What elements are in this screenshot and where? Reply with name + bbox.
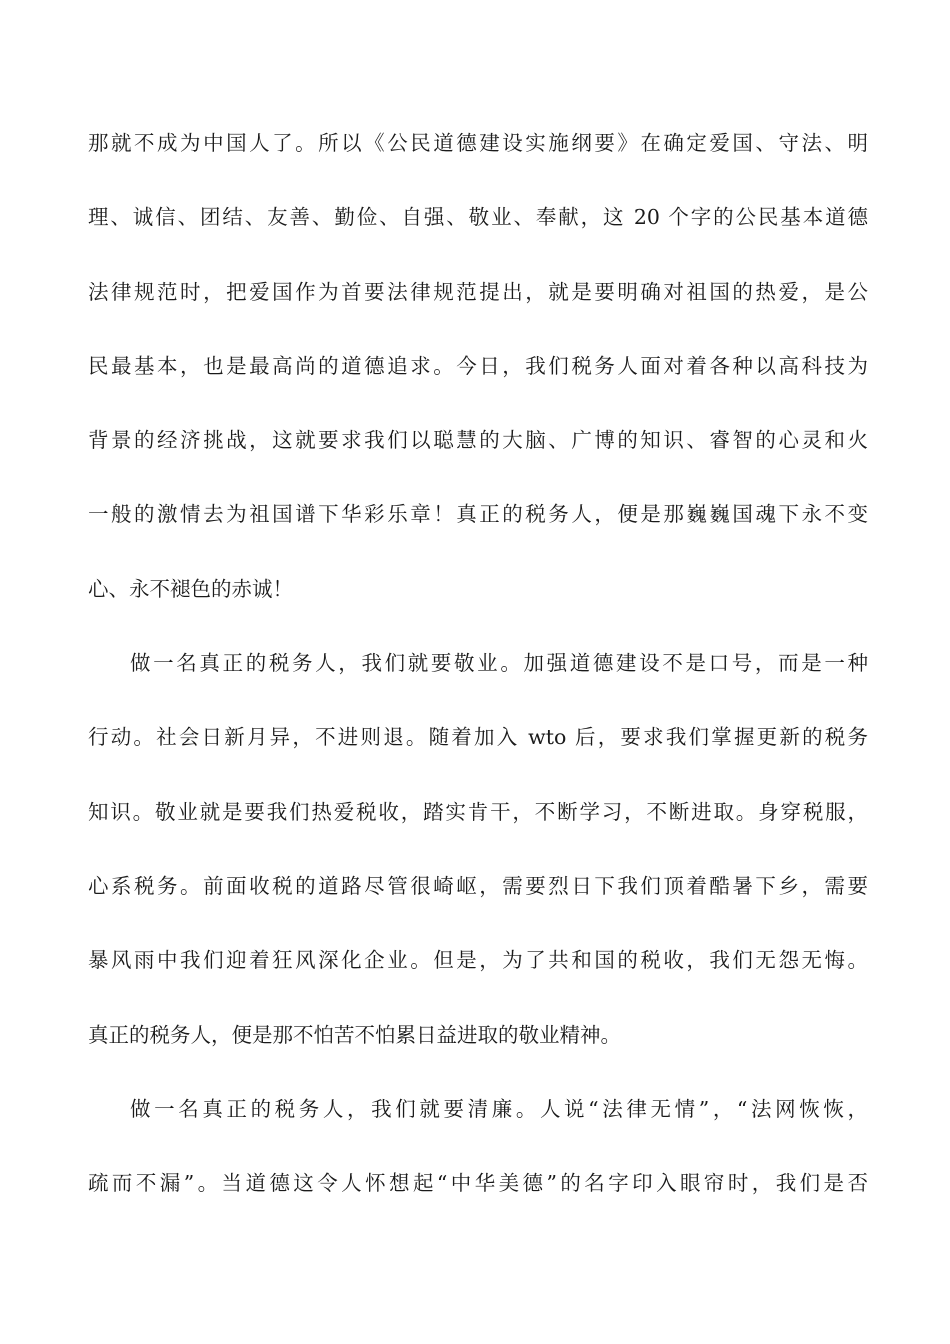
paragraph-end-line: 真正的税务人，便是那不怕苦不怕累日益进取的敬业精神。 xyxy=(88,1022,621,1047)
text-line: 知识。敬业就是要我们热爱税收，踏实肯干，不断学习，不断进取。身穿税服， xyxy=(88,799,868,824)
text-line: 背景的经济挑战，这就要求我们以聪慧的大脑、广博的知识、睿智的心灵和火 xyxy=(88,428,868,453)
text-line: 那就不成为中国人了。所以《公民道德建设实施纲要》在确定爱国、守法、明 xyxy=(88,131,868,155)
text-line: 疏而不漏”。当道德这令人怀想起“中华美德”的名字印入眼帘时，我们是否 xyxy=(88,1171,868,1196)
text-line: 心系税务。前面收税的道路尽管很崎岖，需要烈日下我们顶着酷暑下乡，需要 xyxy=(88,873,868,898)
document-body xyxy=(88,128,868,1242)
text-line: 法律规范时，把爱国作为首要法律规范提出，就是要明确对祖国的热爱，是公 xyxy=(88,279,868,304)
text-line: 一般的激情去为祖国谱下华彩乐章！真正的税务人，便是那巍巍国魂下永不变 xyxy=(88,502,868,527)
text-line: 行动。社会日新月异，不进则退。随着加入 wto 后，要求我们掌握更新的税务 xyxy=(88,725,868,750)
text-line: 理、诚信、团结、友善、勤俭、自强、敬业、奉献，这 20 个字的公民基本道德 xyxy=(88,205,868,230)
paragraph-start-line: 做一名真正的税务人，我们就要敬业。加强道德建设不是口号，而是一种 xyxy=(130,651,868,676)
paragraph-start-line: 做一名真正的税务人，我们就要清廉。人说“法律无情”，“法网恢恢， xyxy=(130,1096,868,1121)
paragraph-end-line: 心、永不褪色的赤诚！ xyxy=(88,576,293,601)
text-line: 民最基本，也是最高尚的道德追求。今日，我们税务人面对着各种以高科技为 xyxy=(88,353,868,378)
text-line: 暴风雨中我们迎着狂风深化企业。但是，为了共和国的税收，我们无怨无悔。 xyxy=(88,948,868,973)
